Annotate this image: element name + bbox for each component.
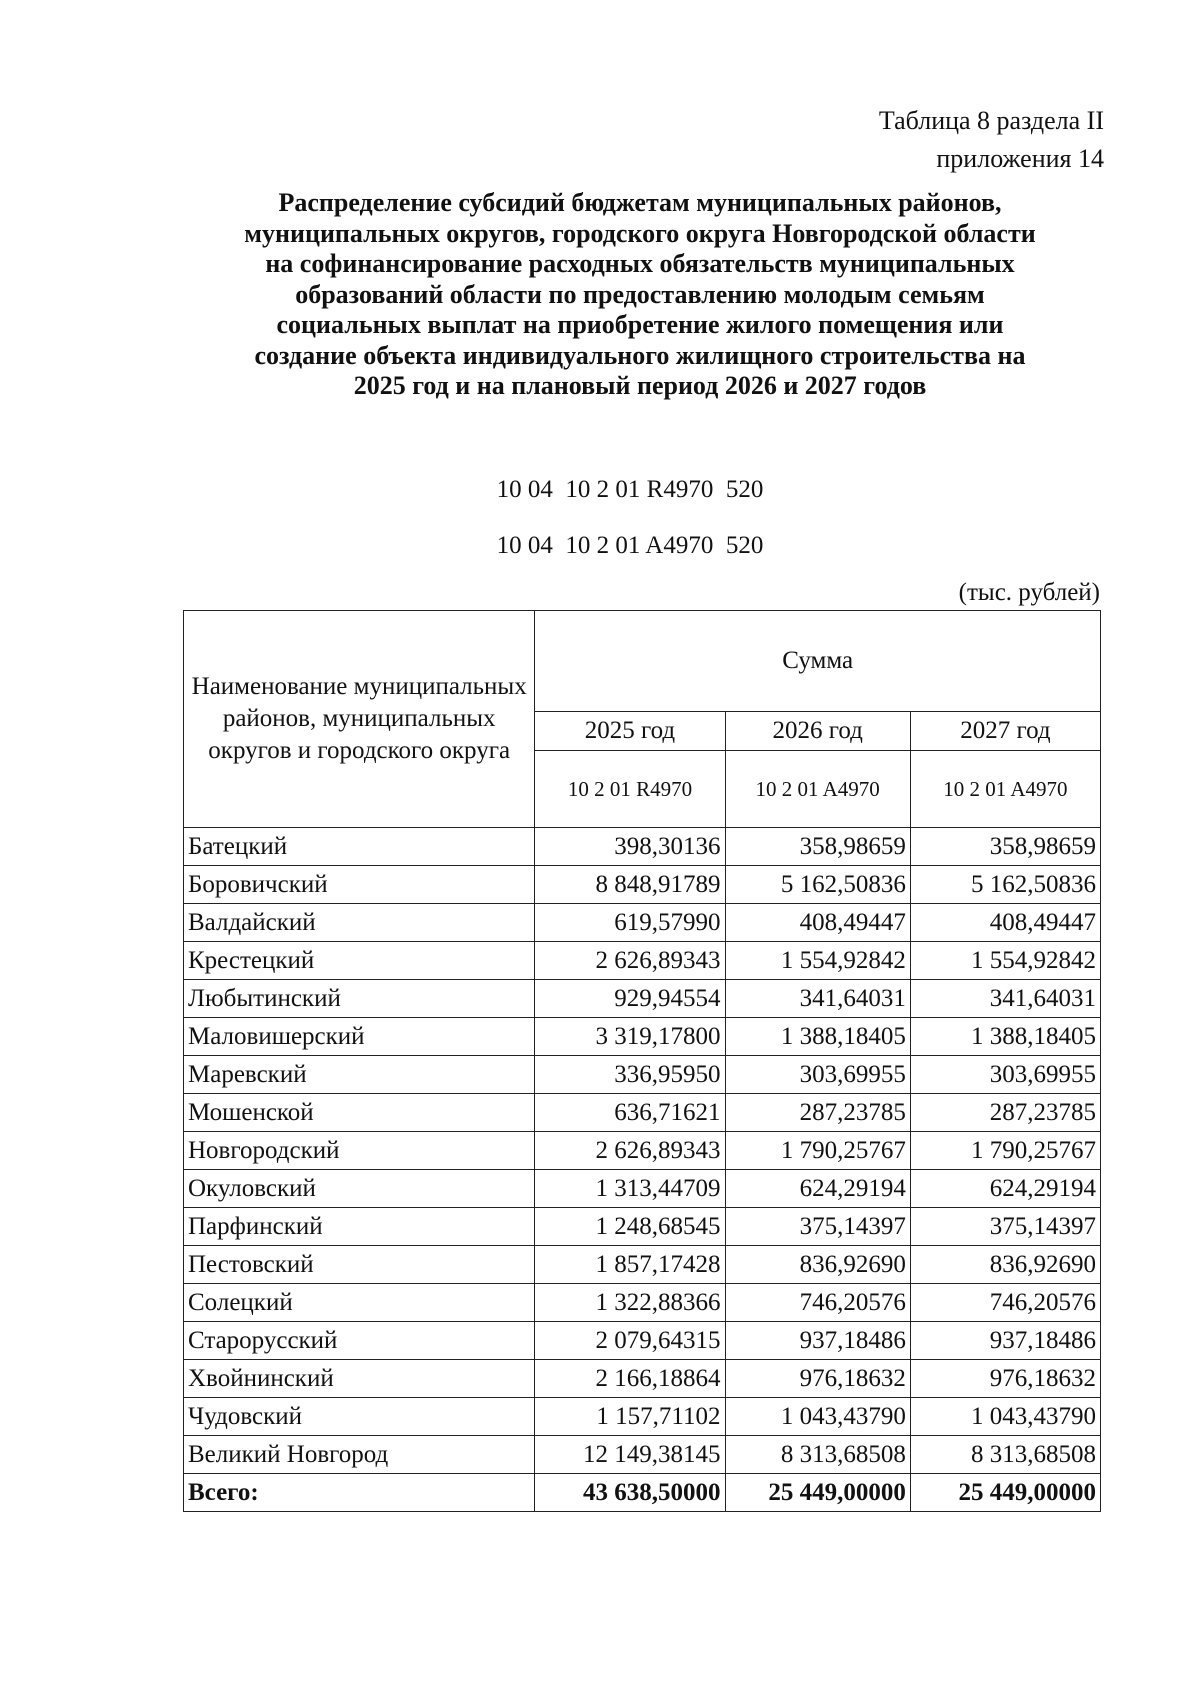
table-row [184,1246,1101,1284]
budget-codes [0,462,1200,574]
amount-2025-cell: 8 848,91789 [535,866,725,904]
amount-2025-cell: 929,94554 [535,980,725,1018]
year-header-2025: 2025 год [535,712,725,751]
municipality-name-cell: Боровичский [184,866,535,904]
table-row [184,1284,1101,1322]
amount-2027-cell: 303,69955 [910,1056,1100,1094]
amount-2027-cell: 976,18632 [910,1360,1100,1398]
table-row [184,980,1101,1018]
municipality-name-cell: Парфинский [184,1208,535,1246]
name-column-header: Наименование муниципальных районов, муниципальных округов и городского округа [184,611,535,828]
total-amount-2027-cell: 25 449,00000 [910,1474,1100,1512]
subsidy-table [183,610,1101,1512]
amount-2025-cell: 1 857,17428 [535,1246,725,1284]
heading-line: Распределение субсидий бюджетам муниципальных районов, [278,188,1002,217]
total-row [184,1474,1101,1512]
amount-2027-cell: 375,14397 [910,1208,1100,1246]
amount-2025-cell: 3 319,17800 [535,1018,725,1056]
amount-2027-cell: 8 313,68508 [910,1436,1100,1474]
table-row [184,828,1101,866]
document-heading [160,188,1120,402]
municipality-name-cell: Любытинский [184,980,535,1018]
amount-2026-cell: 624,29194 [725,1170,910,1208]
amount-2026-cell: 746,20576 [725,1284,910,1322]
kbk-header-2025: 10 2 01 R4970 [535,751,725,828]
table-row [184,1208,1101,1246]
municipality-name-cell: Маловишерский [184,1018,535,1056]
table-row [184,1322,1101,1360]
table-row [184,904,1101,942]
amount-2026-cell: 1 790,25767 [725,1132,910,1170]
amount-2026-cell: 303,69955 [725,1056,910,1094]
amount-2027-cell: 358,98659 [910,828,1100,866]
table-reference [879,102,1104,178]
amount-2026-cell: 937,18486 [725,1322,910,1360]
municipality-name-cell: Солецкий [184,1284,535,1322]
amount-2026-cell: 375,14397 [725,1208,910,1246]
heading-line: 2025 год и на плановый период 2026 и 2027 годов [353,371,927,400]
municipality-name-cell: Новгородский [184,1132,535,1170]
municipality-name-cell: Мошенской [184,1094,535,1132]
table-row [184,1170,1101,1208]
amount-2027-cell: 1 388,18405 [910,1018,1100,1056]
amount-2027-cell: 937,18486 [910,1322,1100,1360]
amount-2025-cell: 336,95950 [535,1056,725,1094]
heading-line: на софинансирование расходных обязательств муниципальных [265,249,1015,278]
total-municipality-name-cell: Всего: [184,1474,535,1512]
amount-2027-cell: 287,23785 [910,1094,1100,1132]
table-row [184,1360,1101,1398]
municipality-name-cell: Пестовский [184,1246,535,1284]
heading-line: образований области по предоставлению молодым семьям [295,279,985,309]
amount-2026-cell: 836,92690 [725,1246,910,1284]
municipality-name-cell: Батецкий [184,828,535,866]
table-header-row [184,611,1101,712]
reference-line-1: Таблица 8 раздела II [878,106,1104,135]
municipality-name-cell: Крестецкий [184,942,535,980]
municipality-name-cell: Старорусский [184,1322,535,1360]
amount-2026-cell: 8 313,68508 [725,1436,910,1474]
sum-header: Сумма [535,611,1101,712]
table-row [184,1018,1101,1056]
heading-line: социальных выплат на приобретение жилого помещения или [276,310,1004,339]
amount-2027-cell: 408,49447 [910,904,1100,942]
table-row [184,1398,1101,1436]
amount-2027-cell: 1 043,43790 [910,1398,1100,1436]
municipality-name-cell: Хвойнинский [184,1360,535,1398]
municipality-name-cell: Великий Новгород [184,1436,535,1474]
table-row [184,1132,1101,1170]
heading-line: муниципальных округов, городского округа Новгородской области [244,218,1036,248]
amount-2026-cell: 341,64031 [725,980,910,1018]
amount-2026-cell: 358,98659 [725,828,910,866]
municipality-name-cell: Валдайский [184,904,535,942]
amount-2025-cell: 12 149,38145 [535,1436,725,1474]
kbk-header-2026: 10 2 01 A4970 [725,751,910,828]
kbk-header-2027: 10 2 01 A4970 [910,751,1100,828]
amount-2025-cell: 1 313,44709 [535,1170,725,1208]
amount-2025-cell: 1 248,68545 [535,1208,725,1246]
year-header-2027: 2027 год [910,712,1100,751]
amount-2025-cell: 636,71621 [535,1094,725,1132]
amount-2026-cell: 976,18632 [725,1360,910,1398]
amount-2025-cell: 398,30136 [535,828,725,866]
amount-2026-cell: 1 388,18405 [725,1018,910,1056]
table-row [184,1056,1101,1094]
budget-code-line-1: 10 04 10 2 01 R4970 520 [496,476,764,503]
amount-2026-cell: 1 554,92842 [725,942,910,980]
amount-2025-cell: 2 166,18864 [535,1360,725,1398]
amount-2025-cell: 619,57990 [535,904,725,942]
reference-line-2: приложения 14 [936,144,1104,173]
municipality-name-cell: Окуловский [184,1170,535,1208]
amount-2025-cell: 2 079,64315 [535,1322,725,1360]
amount-2026-cell: 5 162,50836 [725,866,910,904]
amount-2027-cell: 836,92690 [910,1246,1100,1284]
amount-2025-cell: 2 626,89343 [535,1132,725,1170]
total-amount-2026-cell: 25 449,00000 [725,1474,910,1512]
amount-2025-cell: 1 322,88366 [535,1284,725,1322]
amount-2026-cell: 408,49447 [725,904,910,942]
table-row [184,1094,1101,1132]
amount-2027-cell: 746,20576 [910,1284,1100,1322]
year-header-2026: 2026 год [725,712,910,751]
amount-2027-cell: 1 790,25767 [910,1132,1100,1170]
municipality-name-cell: Маревский [184,1056,535,1094]
table-row [184,1436,1101,1474]
amount-2026-cell: 1 043,43790 [725,1398,910,1436]
table-body [184,828,1101,1512]
amount-2027-cell: 1 554,92842 [910,942,1100,980]
amount-2027-cell: 624,29194 [910,1170,1100,1208]
amount-2027-cell: 5 162,50836 [910,866,1100,904]
amount-2025-cell: 2 626,89343 [535,942,725,980]
amount-2026-cell: 287,23785 [725,1094,910,1132]
table-row [184,942,1101,980]
table-row [184,866,1101,904]
amount-2025-cell: 1 157,71102 [535,1398,725,1436]
municipality-name-cell: Чудовский [184,1398,535,1436]
amount-2027-cell: 341,64031 [910,980,1100,1018]
budget-code-line-2: 10 04 10 2 01 A4970 520 [496,532,764,559]
heading-line: создание объекта индивидуального жилищного строительства на [254,340,1026,370]
total-amount-2025-cell: 43 638,50000 [535,1474,725,1512]
unit-label: (тыс. рублей) [958,579,1100,606]
